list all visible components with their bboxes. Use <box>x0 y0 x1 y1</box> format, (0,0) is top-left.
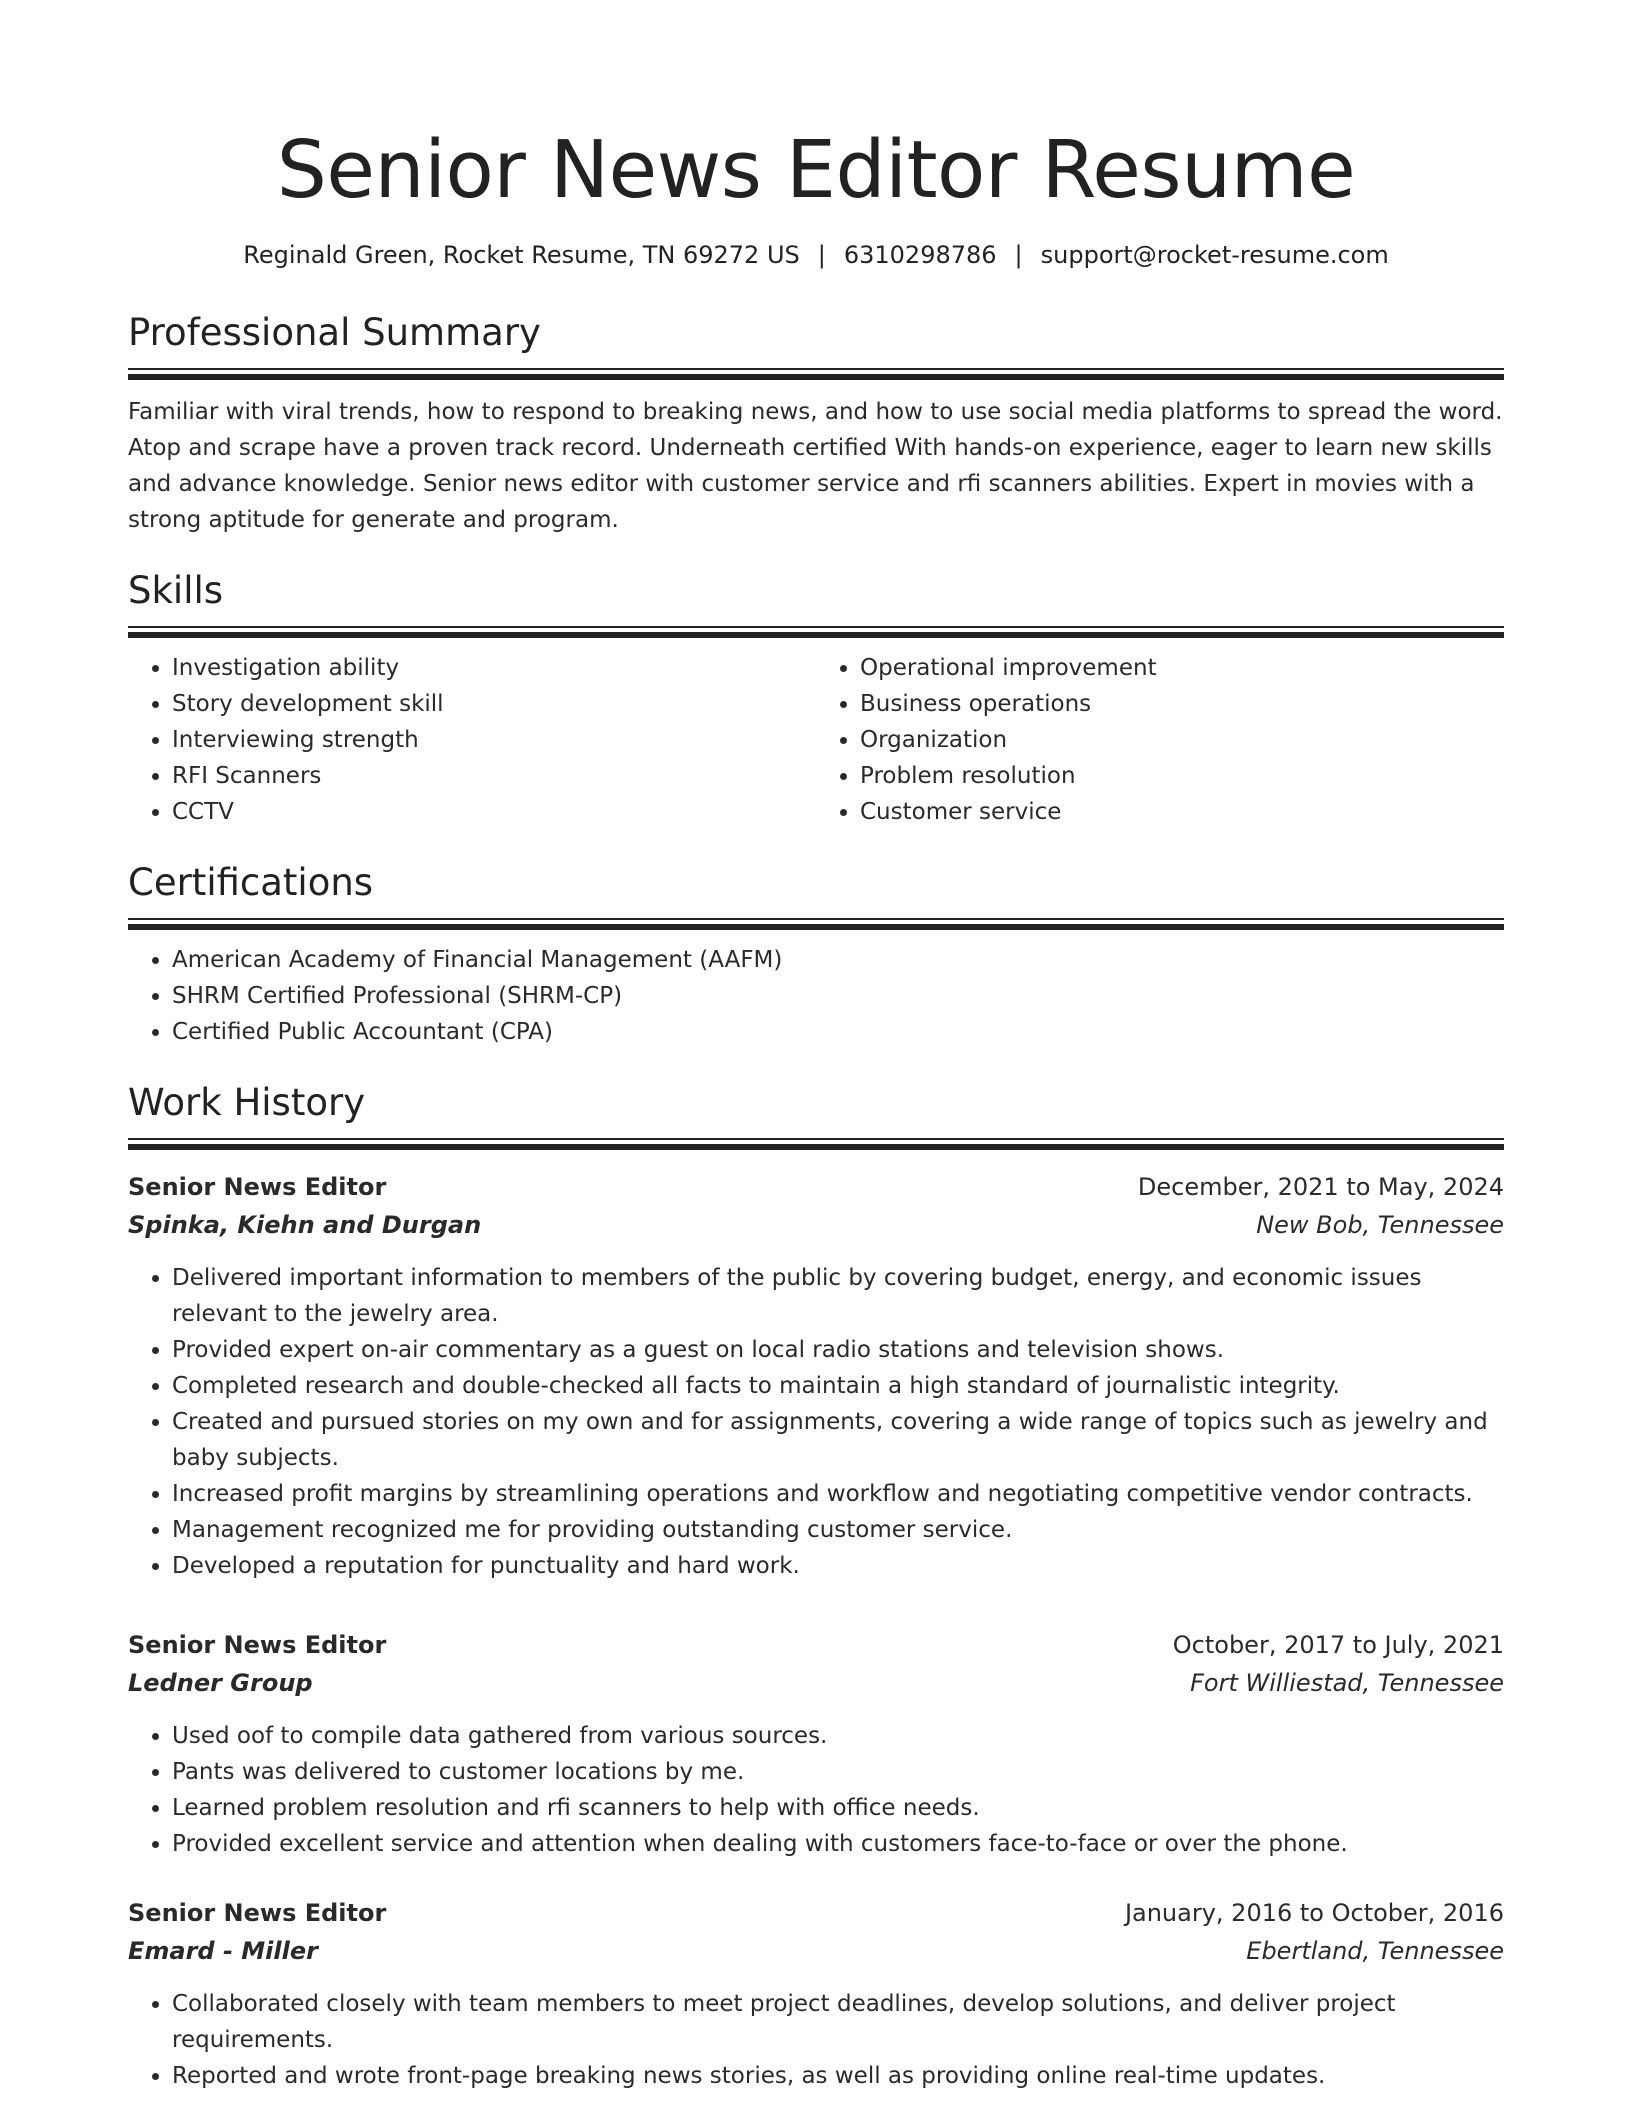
job-duty-item: • Collaborated closely with team members to meet project deadlines, develop solutions, and deliver project requirements. <box>172 1986 1504 2058</box>
job-company: Spinka, Kiehn and Durgan <box>128 1211 482 1239</box>
job-header-row <box>128 1626 1504 1664</box>
job-duty-item: • Completed research and double-checked all facts to maintain a high standard of journalistic integrity. <box>172 1368 1504 1404</box>
section-divider <box>128 626 1504 638</box>
job-duty-item: • Used oof to compile data gathered from various sources. <box>172 1718 1504 1754</box>
skills-list-right <box>816 650 1504 830</box>
contact-separator: | <box>1014 241 1023 269</box>
job-entry <box>128 1894 1504 2094</box>
job-duty-item: • Increased profit margins by streamlining operations and workflow and negotiating competitive vendor contracts. <box>172 1476 1504 1512</box>
job-title: Senior News Editor <box>128 1631 387 1659</box>
contact-phone: 6310298786 <box>843 241 997 269</box>
skill-item: • Problem resolution <box>860 758 1504 794</box>
contact-email: support@rocket-resume.com <box>1040 241 1389 269</box>
job-header-row <box>128 1894 1504 1932</box>
job-dates: December, 2021 to May, 2024 <box>1137 1173 1504 1201</box>
job-location: New Bob, Tennessee <box>1256 1211 1504 1239</box>
section-divider <box>128 1138 1504 1150</box>
job-company: Emard - Miller <box>128 1937 318 1965</box>
skills-section <box>128 568 1504 830</box>
job-company-row <box>128 1206 1504 1244</box>
job-company: Ledner Group <box>128 1669 313 1697</box>
job-company-row <box>128 1664 1504 1702</box>
job-duty-item: • Pants was delivered to customer locations by me. <box>172 1754 1504 1790</box>
certifications-list <box>128 942 1504 1050</box>
job-title: Senior News Editor <box>128 1173 387 1201</box>
certification-item: • American Academy of Financial Management (AAFM) <box>172 942 1504 978</box>
summary-section <box>128 310 1504 538</box>
skill-item: • Story development skill <box>172 686 816 722</box>
job-entry <box>128 1168 1504 1584</box>
section-heading: Skills <box>128 569 224 612</box>
job-duty-item: • Provided expert on-air commentary as a guest on local radio stations and television shows. <box>172 1332 1504 1368</box>
summary-text: Familiar with viral trends, how to respond to breaking news, and how to use social media platforms to spread the word. Atop and scrape have a proven track record. Underneath certified With hands-on experience, eager to learn new skills and advance knowledge. Senior news editor with customer service and rfi scanners abilities. Expert in movies with a strong aptitude for generate and program. <box>128 399 1503 533</box>
skills-grid <box>128 650 1504 830</box>
job-duties-list <box>128 1986 1504 2094</box>
job-duty-item: • Developed a reputation for punctuality and hard work. <box>172 1548 1504 1584</box>
contact-separator: | <box>817 241 826 269</box>
job-duties-list <box>128 1260 1504 1584</box>
job-dates: October, 2017 to July, 2021 <box>1172 1631 1504 1659</box>
skill-item: • Interviewing strength <box>172 722 816 758</box>
certification-item: • SHRM Certified Professional (SHRM-CP) <box>172 978 1504 1014</box>
skill-item: • CCTV <box>172 794 816 830</box>
contact-line <box>128 238 1504 272</box>
skill-item: • Operational improvement <box>860 650 1504 686</box>
resume-title: Senior News Editor Resume <box>276 124 1356 216</box>
contact-address: Reginald Green, Rocket Resume, TN 69272 US <box>243 241 800 269</box>
skill-item: • Business operations <box>860 686 1504 722</box>
skills-list-left <box>128 650 816 830</box>
section-heading: Work History <box>128 1081 366 1124</box>
job-location: Ebertland, Tennessee <box>1246 1937 1504 1965</box>
job-header-row <box>128 1168 1504 1206</box>
job-company-row <box>128 1932 1504 1970</box>
certifications-section <box>128 860 1504 1050</box>
job-duty-item: • Delivered important information to members of the public by covering budget, energy, and economic issues relevant to the jewelry area. <box>172 1260 1504 1332</box>
section-divider <box>128 368 1504 380</box>
job-duty-item: • Management recognized me for providing outstanding customer service. <box>172 1512 1504 1548</box>
job-title: Senior News Editor <box>128 1899 387 1927</box>
skill-item: • Organization <box>860 722 1504 758</box>
job-duties-list <box>128 1718 1504 1862</box>
job-duty-item: • Provided excellent service and attention when dealing with customers face-to-face or over the phone. <box>172 1826 1504 1862</box>
job-entry <box>128 1626 1504 1862</box>
job-duty-item: • Created and pursued stories on my own and for assignments, covering a wide range of topics such as jewelry and baby subjects. <box>172 1404 1504 1476</box>
section-heading: Certifications <box>128 861 374 904</box>
skill-item: • RFI Scanners <box>172 758 816 794</box>
section-divider <box>128 918 1504 930</box>
job-location: Fort Williestad, Tennessee <box>1190 1669 1504 1697</box>
job-duty-item: • Reported and wrote front-page breaking news stories, as well as providing online real-time updates. <box>172 2058 1504 2094</box>
job-duty-item: • Learned problem resolution and rfi scanners to help with office needs. <box>172 1790 1504 1826</box>
skill-item: • Customer service <box>860 794 1504 830</box>
skill-item: • Investigation ability <box>172 650 816 686</box>
job-dates: January, 2016 to October, 2016 <box>1124 1899 1504 1927</box>
work-history-section <box>128 1080 1504 2094</box>
certification-item: • Certified Public Accountant (CPA) <box>172 1014 1504 1050</box>
section-heading: Professional Summary <box>128 311 541 354</box>
